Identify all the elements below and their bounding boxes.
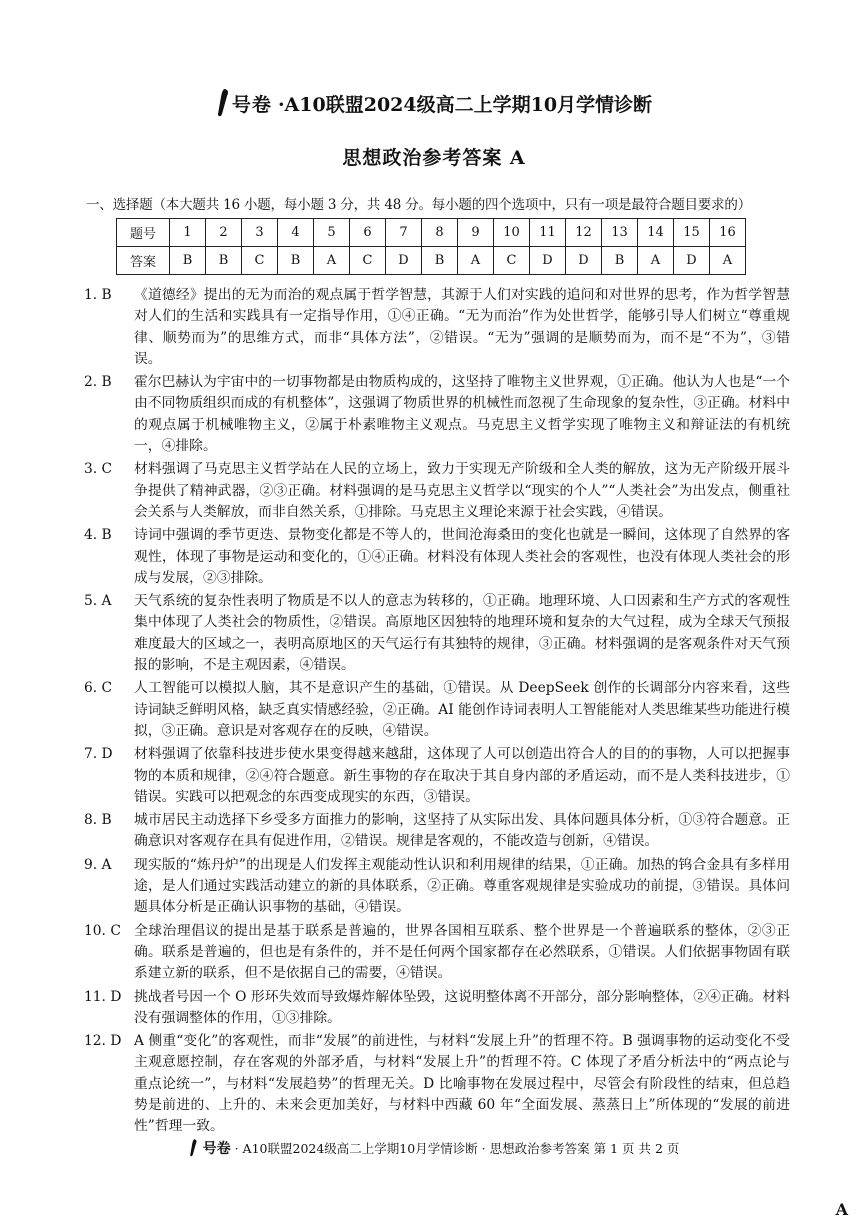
question-number: 11 bbox=[530, 219, 566, 247]
question-number: 1 bbox=[170, 219, 206, 247]
question-number: 10 bbox=[494, 219, 530, 247]
answer-cell: D bbox=[386, 247, 422, 275]
answer-cell: A bbox=[710, 247, 746, 275]
answer-cell: B bbox=[170, 247, 206, 275]
page-header bbox=[0, 88, 868, 122]
answer-cell: B bbox=[278, 247, 314, 275]
page-title: ·A10联盟2024级高二上学期10月学情诊断 bbox=[277, 93, 653, 116]
answer-table-row-numbers bbox=[117, 219, 746, 247]
brush-stroke-icon bbox=[216, 88, 232, 118]
answer-cell: B bbox=[602, 247, 638, 275]
explanation-item bbox=[80, 855, 790, 919]
question-number: 9 bbox=[458, 219, 494, 247]
explanation-item bbox=[80, 921, 790, 985]
question-number: 12 bbox=[566, 219, 602, 247]
item-text: 天气系统的复杂性表明了物质是不以人的意志为转移的，①正确。地理环境、人口因素和生产方式的客观性集中体现了人类社会的物质性，②错误。高原地区因独特的地理环境和复杂的大气过程，成为全球天气预报难度最大的区域之一，表明高原地区的天气运行有其独特的规律，③正确。材料强调的是客观条件对天气预报的影响，不是主观因素，④错误。 bbox=[134, 593, 790, 674]
explanation-item bbox=[80, 285, 790, 370]
explanation-item bbox=[80, 744, 790, 808]
question-number: 4 bbox=[278, 219, 314, 247]
answer-cell: D bbox=[530, 247, 566, 275]
explanation-item bbox=[80, 987, 790, 1030]
item-number: 2. B bbox=[84, 374, 112, 391]
footer-logo-text: 号卷 bbox=[202, 1141, 231, 1157]
answer-table bbox=[116, 218, 746, 275]
question-number: 2 bbox=[206, 219, 242, 247]
question-number: 6 bbox=[350, 219, 386, 247]
section-heading: 一、选择题（本大题共 16 小题，每小题 3 分，共 48 分。每小题的四个选项中，只有一项是最符合题目要求的） bbox=[86, 197, 751, 213]
question-number: 8 bbox=[422, 219, 458, 247]
page-subtitle: 思想政治参考答案 A bbox=[342, 147, 526, 169]
answer-cell: D bbox=[674, 247, 710, 275]
explanation-item bbox=[80, 591, 790, 676]
explanation-item bbox=[80, 525, 790, 589]
item-number: 9. A bbox=[84, 856, 112, 873]
item-text: 人工智能可以模拟人脑，其不是意识产生的基础，①错误。从 DeepSeek 创作的长调部分内容来看，这些诗词缺乏鲜明风格，缺乏真实情感经验，②正确。AI 能创作诗词表明人工智能能对人类思维某些功能进行模拟，③正确。意识是对客观存在的反映，④错误。 bbox=[134, 680, 790, 739]
answer-cell: B bbox=[422, 247, 458, 275]
item-number: 8. B bbox=[84, 812, 112, 829]
question-number: 3 bbox=[242, 219, 278, 247]
explanation-item bbox=[80, 810, 790, 853]
answer-cell: C bbox=[242, 247, 278, 275]
brush-stroke-icon bbox=[189, 1138, 199, 1158]
question-number: 13 bbox=[602, 219, 638, 247]
explanation-list bbox=[80, 285, 790, 1140]
item-number: 5. A bbox=[84, 593, 112, 610]
question-number: 16 bbox=[710, 219, 746, 247]
item-number: 6. C bbox=[84, 680, 113, 697]
explanation-item bbox=[80, 678, 790, 742]
item-text: 霍尔巴赫认为宇宙中的一切事物都是由物质构成的，这坚持了唯物主义世界观，①正确。他认为人也是“一个由不同物质组织而成的有机整体”，这强调了物质世界的机械性而忽视了生命现象的复杂性，③正确。材料中的观点属于机械唯物主义，②属于朴素唯物主义观点。马克思主义哲学实现了唯物主义和辩证法的有机统一，④排除。 bbox=[134, 374, 790, 455]
item-text: 城市居民主动选择下乡受多方面推力的影响，这坚持了从实际出发、具体问题具体分析，①③符合题意。正确意识对客观存在具有促进作用，②错误。规律是客观的，不能改造与创新，④错误。 bbox=[134, 812, 790, 850]
answer-cell: A bbox=[314, 247, 350, 275]
answer-cell: D bbox=[566, 247, 602, 275]
item-text: 诗词中强调的季节更迭、景物变化都是不等人的，世间沧海桑田的变化也就是一瞬间，这体现了自然界的客观性，体现了事物是运动和变化的，①④正确。材料没有体现人类社会的客观性，也没有体现人类社会的形成与发展，②③排除。 bbox=[134, 527, 790, 586]
answer-cell: A bbox=[638, 247, 674, 275]
item-text: 现实版的“炼丹炉”的出现是人们发挥主观能动性认识和利用规律的结果，①正确。加热的钨合金具有多样用途，是人们通过实践活动建立的新的具体联系，②正确。尊重客观规律是实验成功的前提，③错误。具体问题具体分析是正确认识事物的基础，④错误。 bbox=[134, 856, 790, 916]
question-number: 5 bbox=[314, 219, 350, 247]
row-label-number: 题号 bbox=[117, 219, 170, 247]
answer-cell: A bbox=[458, 247, 494, 275]
item-text: 《道德经》提出的无为而治的观点属于哲学智慧，其源于人们对实践的追问和对世界的思考，作为哲学智慧对人们的生活和实践具有一定指导作用，①④正确。“无为而治”作为处世哲学，能够引导人们树立“尊重规律、顺势而为”的思维方式，而非“具体方法”，②错误。“无为”强调的是顺势而为，而不是“不为”，③错误。 bbox=[134, 287, 790, 367]
item-text: A 侧重“变化”的客观性，而非“发展”的前进性，与材料“发展上升”的哲理不符。B 强调事物的运动变化不受主观意愿控制，存在客观的外部矛盾，与材料“发展上升”的哲理不符。C 体现了矛盾分析法中的“两点论与重点论统一”，与材料“发展趋势”的哲理无关。D 比喻事物在发展过程中，尽管会有阶段性的结束，但总趋势是前进的、上升的、未来会更加美好，与材料中西藏 60 年“全面发展、蒸蒸日上”所体现的“发展的前进性”哲理一致。 bbox=[134, 1033, 790, 1135]
answer-table-row-answers bbox=[117, 247, 746, 275]
footer-text: · A10联盟2024级高二上学期10月学情诊断 · 思想政治参考答案 第 1 页 共 2 页 bbox=[234, 1141, 680, 1156]
item-number: 4. B bbox=[84, 527, 112, 544]
item-text: 挑战者号因一个 O 形环失效而导致爆炸解体坠毁，这说明整体离不开部分，部分影响整体，②④正确。材料没有强调整体的作用，①③排除。 bbox=[134, 988, 790, 1026]
item-text: 材料强调了依靠科技进步使水果变得越来越甜，这体现了人可以创造出符合人的目的的事物，人可以把握事物的本质和规律，②④符合题意。新生事物的存在取决于其自身内部的矛盾运动，而不是人类科技进步，①错误。实践可以把观念的东西变成现实的东西，③错误。 bbox=[134, 746, 790, 805]
answer-cell: C bbox=[494, 247, 530, 275]
explanation-item bbox=[80, 459, 790, 523]
brand-logo bbox=[216, 88, 272, 118]
brand-logo-text: 号卷 bbox=[231, 93, 272, 116]
answer-cell: B bbox=[206, 247, 242, 275]
explanation-item bbox=[80, 1031, 790, 1137]
row-label-answer: 答案 bbox=[117, 247, 170, 275]
item-number: 3. C bbox=[84, 461, 113, 478]
answer-cell: C bbox=[350, 247, 386, 275]
item-number: 11. D bbox=[84, 988, 122, 1005]
item-number: 7. D bbox=[84, 746, 113, 763]
item-text: 全球治理倡议的提出是基于联系是普遍的，世界各国相互联系、整个世界是一个普遍联系的整体，②③正确。联系是普遍的，但也是有条件的，并不是任何两个国家都存在必然联系，①错误。人们依据事物固有联系建立新的联系，但不是依据自己的需要，④错误。 bbox=[134, 922, 790, 982]
version-mark: A bbox=[835, 1200, 848, 1219]
question-number: 7 bbox=[386, 219, 422, 247]
question-number: 14 bbox=[638, 219, 674, 247]
item-text: 材料强调了马克思主义哲学站在人民的立场上，致力于实现无产阶级和全人类的解放，这为无产阶级开展斗争提供了精神武器，②③正确。材料强调的是马克思主义哲学以“现实的个人”“人类社会”为出发点，侧重社会关系与人类解放，而非自然关系，①排除。马克思主义理论来源于社会实践，④错误。 bbox=[134, 461, 790, 520]
item-number: 1. B bbox=[84, 287, 112, 303]
item-number: 10. C bbox=[84, 922, 121, 939]
item-number: 12. D bbox=[84, 1033, 122, 1050]
page-footer bbox=[0, 1138, 868, 1161]
question-number: 15 bbox=[674, 219, 710, 247]
explanation-item bbox=[80, 372, 790, 457]
